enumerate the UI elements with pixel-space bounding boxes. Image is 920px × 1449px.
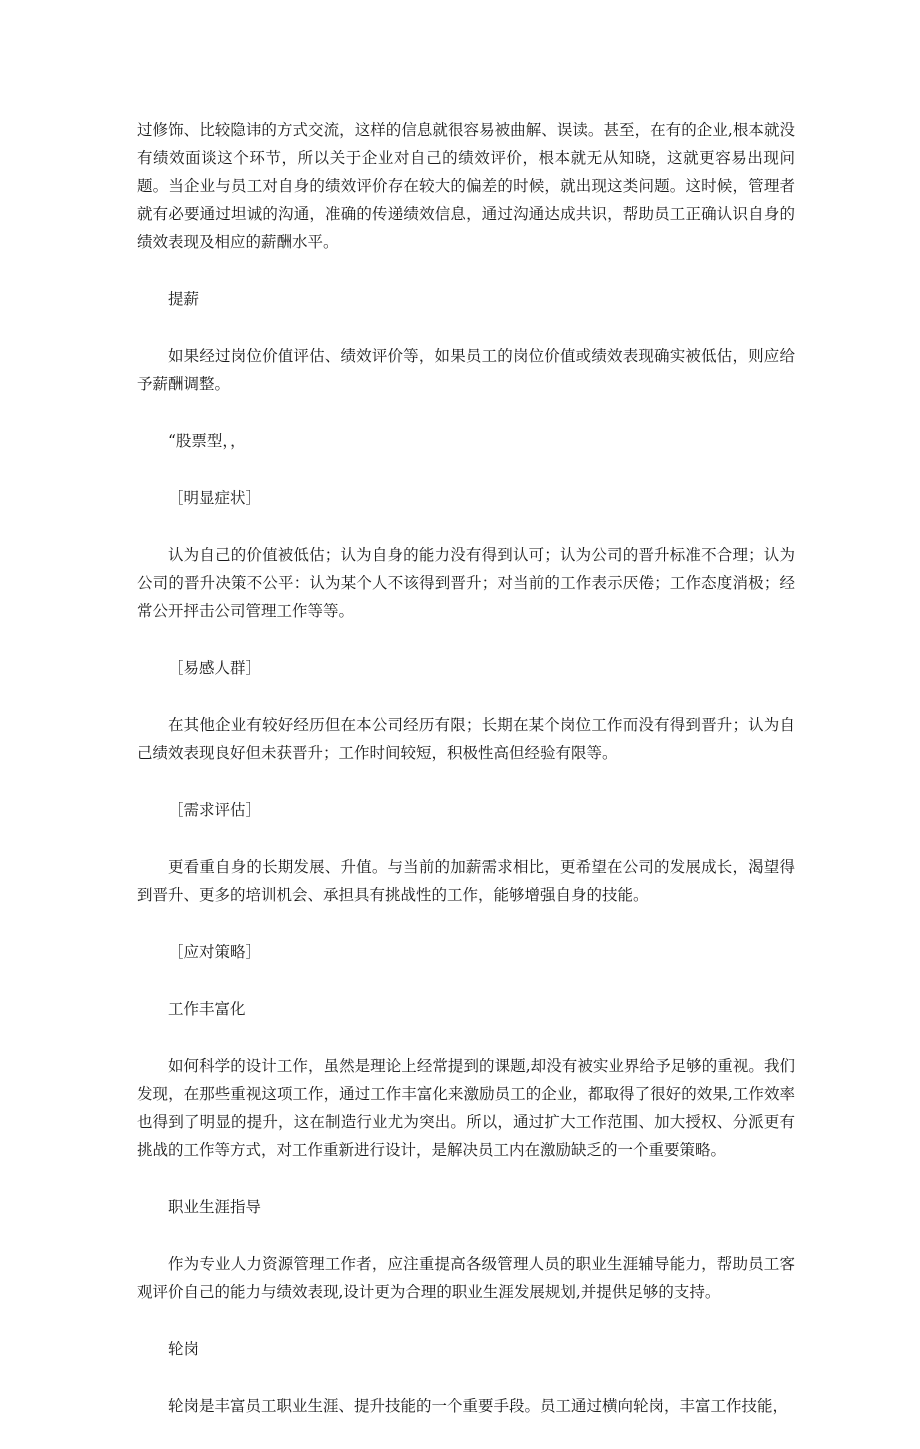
section-heading-job-rotation: 轮岗 — [168, 1340, 200, 1358]
subheading-strategies: ［应对策略］ — [168, 943, 262, 961]
paragraph: 作为专业人力资源管理工作者，应注重提高各级管理人员的职业生涯辅导能力，帮助员工客观评价自己的能力与绩效表现,设计更为合理的职业生涯发展规划,并提供足够的支持。 — [137, 1255, 795, 1301]
paragraph: 轮岗是丰富员工职业生涯、提升技能的一个重要手段。员工通过横向轮岗，丰富工作技能， — [168, 1397, 789, 1415]
paragraph: 在其他企业有较好经历但在本公司经历有限；长期在某个岗位工作而没有得到晋升；认为自己绩效表现良好但未获晋升；工作时间较短，积极性高但经验有限等。 — [137, 716, 795, 762]
paragraph: 如何科学的设计工作，虽然是理论上经常提到的课题,却没有被实业界给予足够的重视。我们发现，在那些重视这项工作，通过工作丰富化来激励员工的企业，都取得了很好的效果,工作效率也得到了明显的提升，这在制造行业尤为突出。所以，通过扩大工作范围、加大授权、分派更有挑战的工作等方式，对工作重新进行设计，是解决员工内在激励缺乏的一个重要策略。 — [137, 1057, 795, 1159]
paragraph-continued: 过修饰、比较隐讳的方式交流，这样的信息就很容易被曲解、误读。甚至，在有的企业,根本就没有绩效面谈这个环节，所以关于企业对自己的绩效评价，根本就无从知晓，这就更容易出现问题。当企业与员工对自身的绩效评价存在较大的偏差的时候，就出现这类问题。这时候，管理者就有必要通过坦诚的沟通，准确的传递绩效信息，通过沟通达成共识，帮助员工正确认识自身的绩效表现及相应的薪酬水平。 — [137, 121, 795, 251]
paragraph: 更看重自身的长期发展、升值。与当前的加薪需求相比，更希望在公司的发展成长，渴望得到晋升、更多的培训机会、承担具有挑战性的工作，能够增强自身的技能。 — [137, 858, 795, 904]
document-body — [137, 116, 795, 1449]
section-heading-stock-type: “股票型，， — [168, 432, 246, 450]
paragraph: 如果经过岗位价值评估、绩效评价等，如果员工的岗位价值或绩效表现确实被低估，则应给予薪酬调整。 — [137, 347, 795, 393]
section-heading-raise-salary: 提薪 — [168, 290, 200, 308]
subheading-symptoms: ［明显症状］ — [168, 489, 262, 507]
section-heading-job-enrichment: 工作丰富化 — [168, 1000, 246, 1018]
section-heading-career-guidance: 职业生涯指导 — [168, 1198, 262, 1216]
subheading-needs-assessment: ［需求评估］ — [168, 801, 262, 819]
subheading-susceptible-group: ［易感人群］ — [168, 659, 262, 677]
paragraph: 认为自己的价值被低估；认为自身的能力没有得到认可；认为公司的晋升标准不合理；认为公司的晋升决策不公平：认为某个人不该得到晋升；对当前的工作表示厌倦；工作态度消极；经常公开抨击公司管理工作等等。 — [137, 546, 795, 620]
